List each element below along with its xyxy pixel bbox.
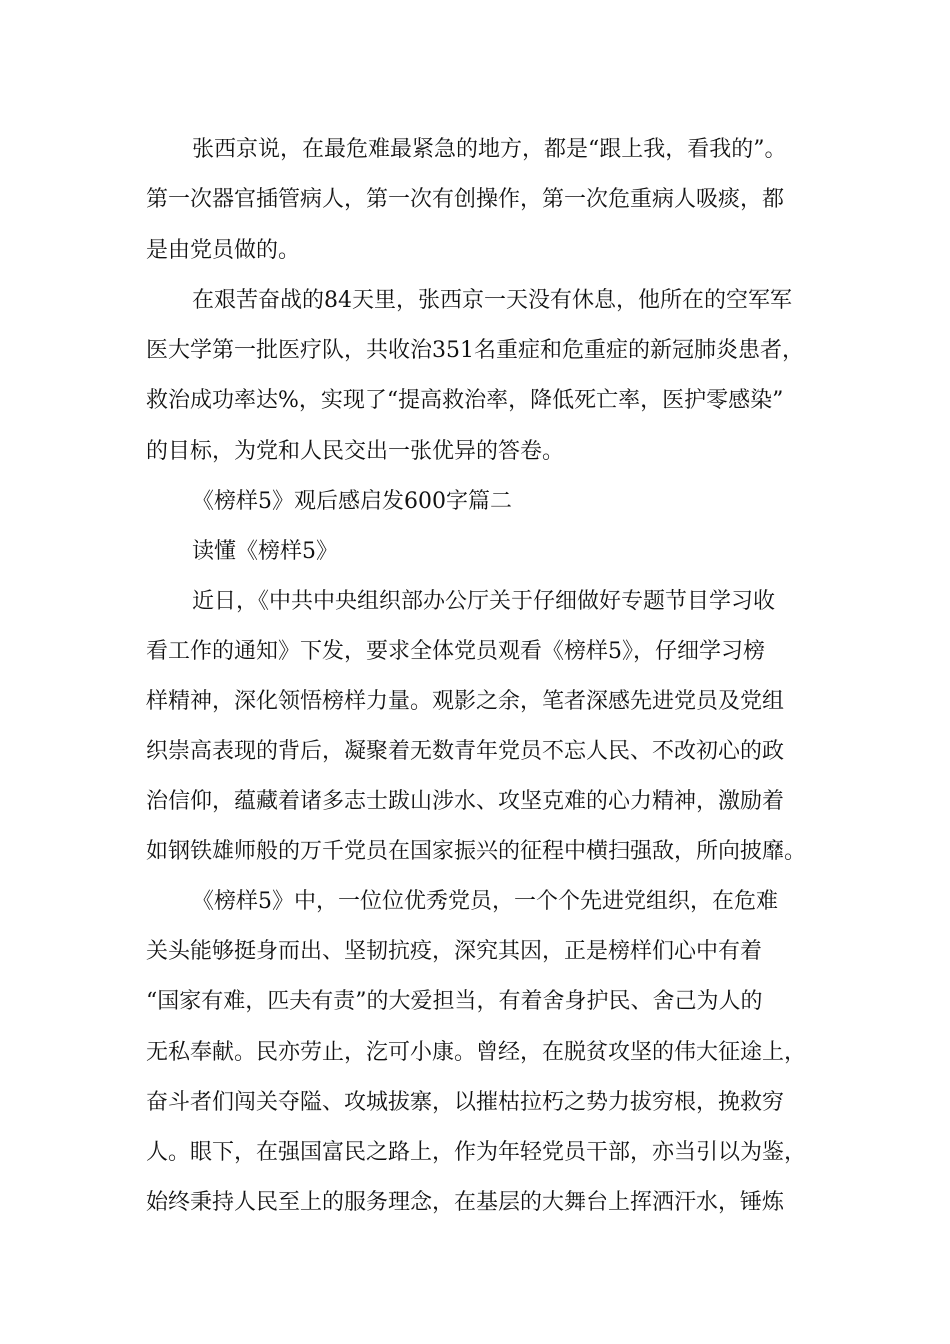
text-line: 织崇高表现的背后，凝聚着无数青年党员不忘人民、不改初心的政	[146, 739, 785, 764]
text-line: 张西京说，在最危难最紧急的地方，都是“跟上我，看我的”。	[192, 137, 787, 162]
text-line: 始终秉持人民至上的服务理念，在基层的大舞台上挥洒汗水，锤炼	[146, 1190, 785, 1215]
text-line: 关头能够挺身而出、坚韧抗疫，深究其因，正是榜样们心中有着	[146, 939, 763, 964]
text-line: 奋斗者们闯关夺隘、攻城拔寨，以摧枯拉朽之势力拔穷根，挽救穷	[146, 1090, 785, 1115]
section-heading: 《榜样5》观后感启发600字篇二	[192, 489, 512, 514]
text-line: 在艰苦奋战的84天里，张西京一天没有休息，他所在的空军军	[192, 288, 792, 313]
text-line: 看工作的通知》下发，要求全体党员观看《榜样5》，仔细学习榜	[146, 639, 765, 664]
text-line: 第一次器官插管病人，第一次有创操作，第一次危重病人吸痰，都	[146, 187, 785, 212]
text-line: 的目标，为党和人民交出一张优异的答卷。	[146, 439, 565, 464]
article-title: 读懂《榜样5》	[192, 539, 338, 564]
text-line: “国家有难，匹夫有责”的大爱担当，有着舍身护民、舍己为人的	[146, 989, 763, 1014]
text-line: 无私奉献。民亦劳止，汔可小康。曾经，在脱贫攻坚的伟大征途上，	[146, 1040, 807, 1065]
text-line: 救治成功率达%，实现了“提高救治率，降低死亡率，医护零感染”	[146, 388, 784, 413]
text-line: 医大学第一批医疗队，共收治351名重症和危重症的新冠肺炎患者，	[146, 338, 804, 363]
text-line: 近日，《中共中央组织部办公厅关于仔细做好专题节目学习收	[192, 589, 776, 614]
text-line: 《榜样5》中，一位位优秀党员，一个个先进党组织，在危难	[192, 889, 778, 914]
text-line: 人。眼下，在强国富民之路上，作为年轻党员干部，亦当引以为鉴，	[146, 1140, 807, 1165]
text-line: 如钢铁雄师般的万千党员在国家振兴的征程中横扫强敌，所向披靡。	[146, 839, 807, 864]
text-line: 治信仰，蕴藏着诸多志士跋山涉水、攻坚克难的心力精神，激励着	[146, 789, 785, 814]
text-line: 是由党员做的。	[146, 238, 301, 263]
text-line: 样精神，深化领悟榜样力量。观影之余，笔者深感先进党员及党组	[146, 689, 785, 714]
